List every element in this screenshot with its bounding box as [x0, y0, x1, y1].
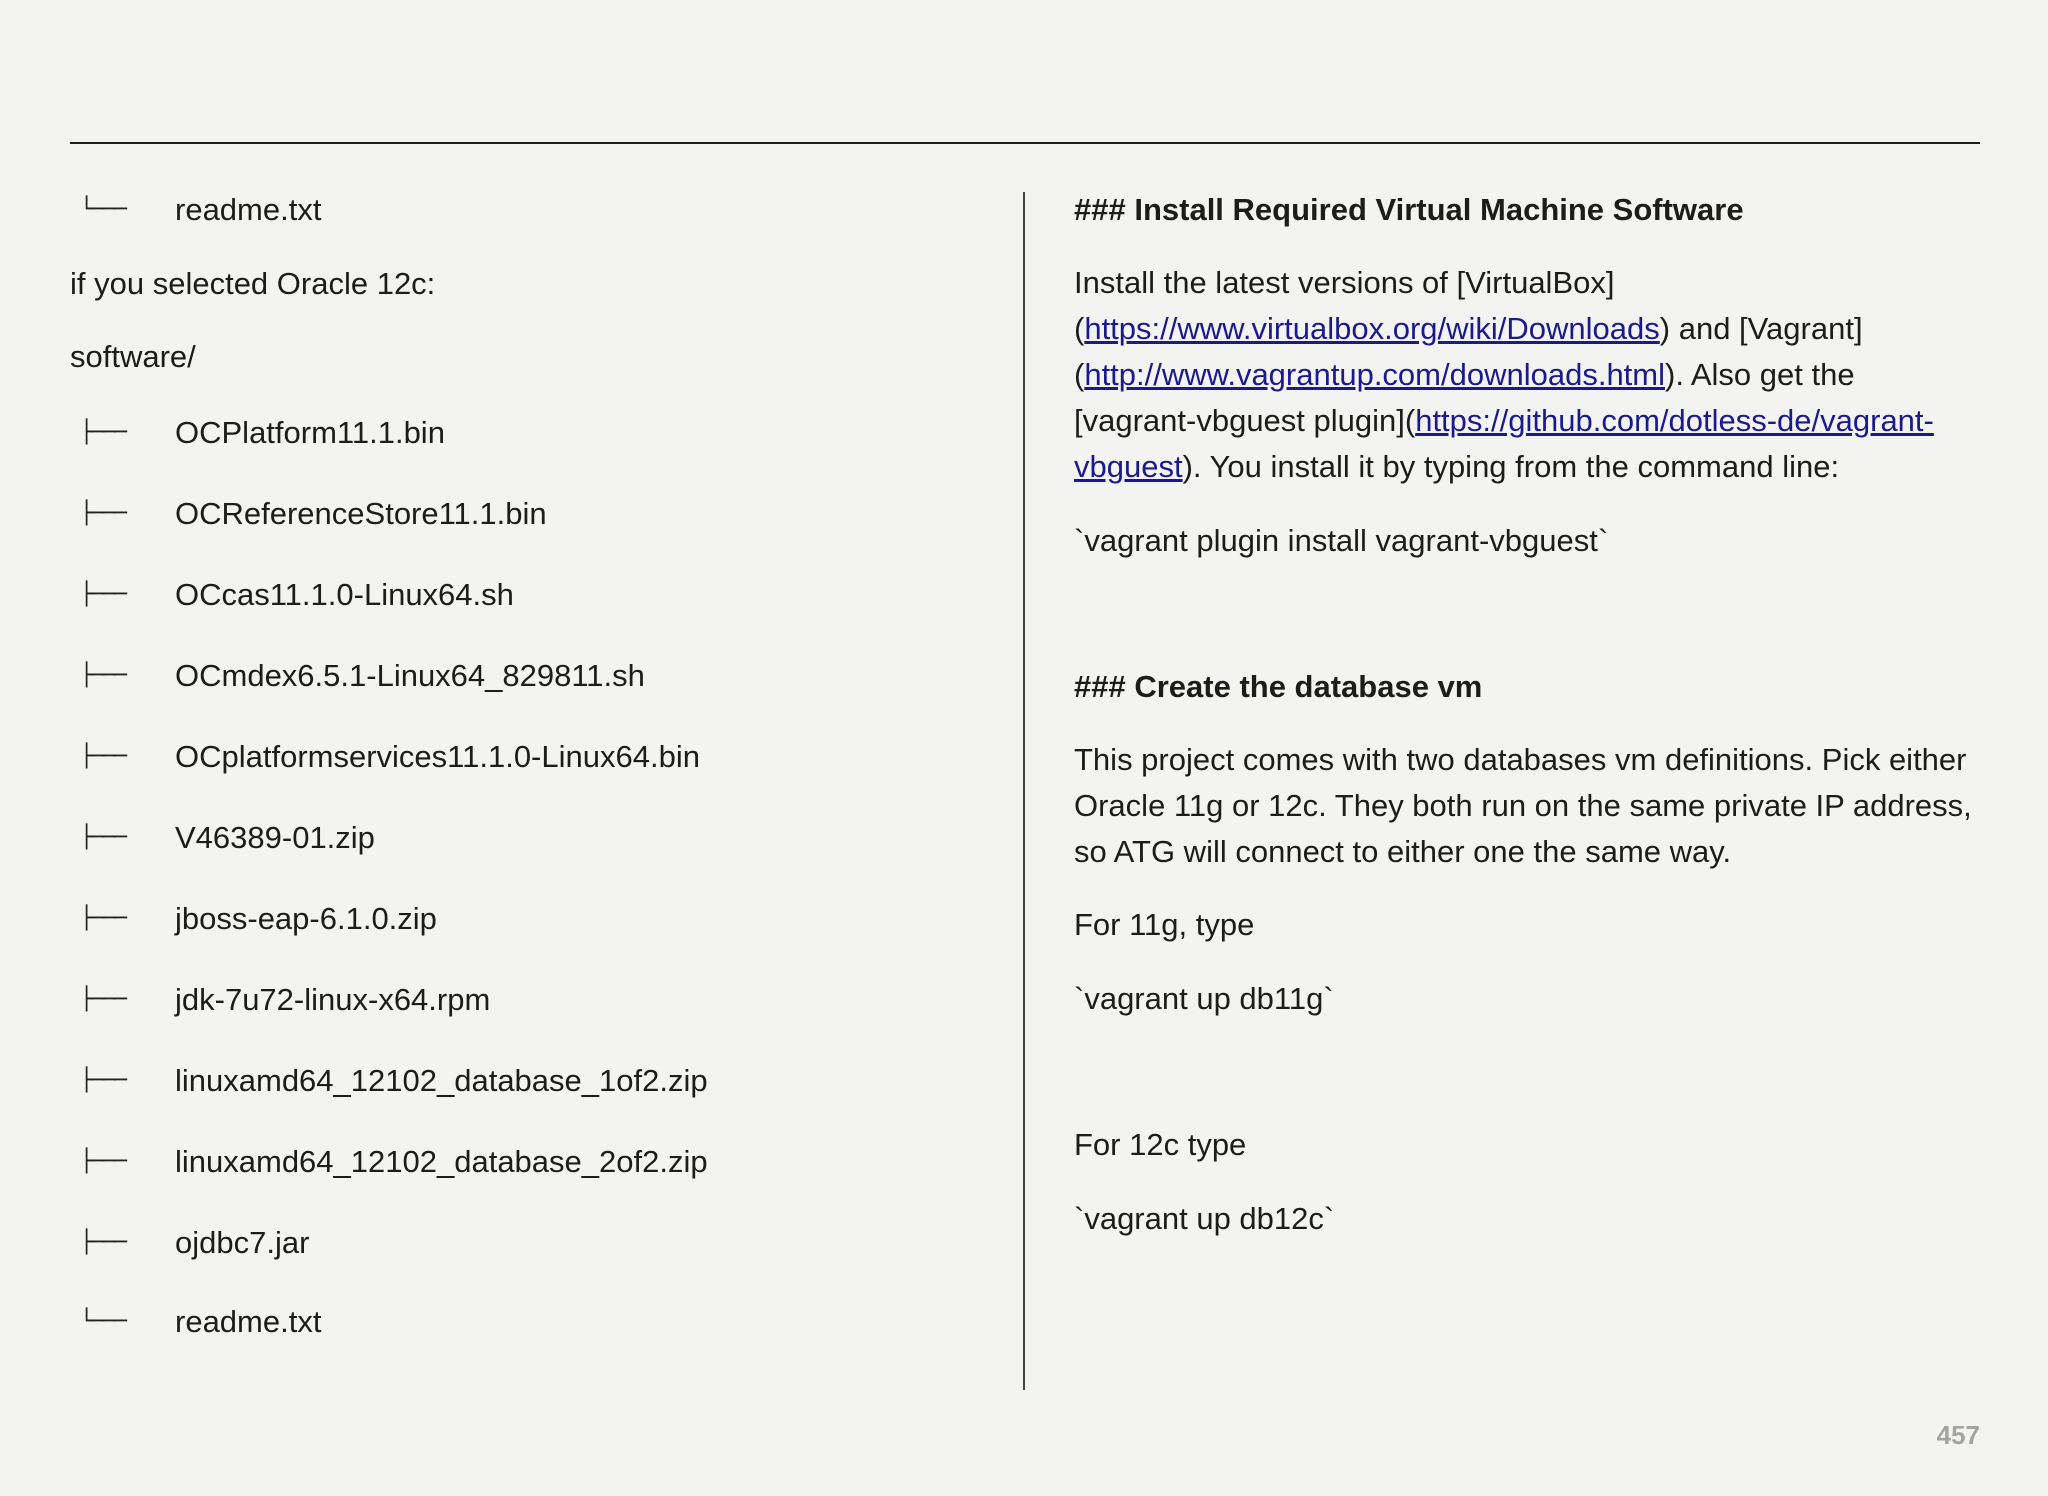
for-12c-label: For 12c type — [1074, 1127, 1247, 1162]
header-rule — [70, 142, 1980, 144]
tree-item — [80, 980, 490, 1020]
tree-branch: ├─── — [80, 744, 125, 769]
tree-branch: ├─── — [80, 501, 125, 526]
install-text-1: Install the latest versions of [VirtualBox]( — [1074, 265, 1615, 346]
install-text-2: ) and [Vagrant]( — [1074, 311, 1863, 392]
file-name: OCReferenceStore11.1.bin — [175, 496, 547, 531]
for-12c-command: `vagrant up db12c` — [1074, 1201, 1335, 1236]
tree-item — [80, 899, 437, 939]
for-11g-block — [1074, 902, 1984, 948]
column-divider — [1023, 192, 1025, 1390]
vagrant-link[interactable]: http://www.vagrantup.com/downloads.html — [1084, 357, 1666, 392]
tree-item-readme-top — [80, 190, 321, 230]
file-name: jboss-eap-6.1.0.zip — [175, 901, 437, 936]
tree-item — [80, 575, 514, 615]
tree-item — [80, 737, 700, 777]
create-heading-block — [1074, 667, 1984, 707]
install-command-block — [1074, 518, 1984, 564]
tree-branch: ├─── — [80, 420, 125, 445]
tree-branch: ├─── — [80, 825, 125, 850]
create-heading: ### Create the database vm — [1074, 669, 1483, 704]
for-11g-command: `vagrant up db11g` — [1074, 981, 1334, 1016]
install-heading-block — [1074, 190, 1984, 230]
file-name: jdk-7u72-linux-x64.rpm — [175, 982, 491, 1017]
tree-item — [80, 1223, 309, 1263]
tree-branch: ├─── — [80, 582, 125, 607]
file-name: readme.txt — [175, 1304, 322, 1339]
tree-item — [80, 1142, 708, 1182]
file-name: OCPlatform11.1.bin — [175, 415, 445, 450]
tree-branch: ├─── — [80, 1068, 125, 1093]
tree-item — [80, 656, 645, 696]
file-name: V46389-01.zip — [175, 820, 375, 855]
file-name: readme.txt — [175, 192, 322, 227]
for-11g-label: For 11g, type — [1074, 907, 1255, 942]
file-name: ojdbc7.jar — [175, 1225, 310, 1260]
tree-branch: ├─── — [80, 1149, 125, 1174]
tree-branch: └─── — [80, 197, 125, 222]
tree-item — [80, 1302, 321, 1342]
install-paragraph — [1074, 260, 1984, 490]
file-name: OCplatformservices11.1.0-Linux64.bin — [175, 739, 700, 774]
tree-branch: ├─── — [80, 987, 125, 1012]
file-name: linuxamd64_12102_database_2of2.zip — [175, 1144, 708, 1179]
tree-branch: ├─── — [80, 906, 125, 931]
tree-item — [80, 1061, 708, 1101]
tree-item — [80, 413, 445, 453]
virtualbox-link[interactable]: https://www.virtualbox.org/wiki/Downloads — [1084, 311, 1660, 346]
tree-branch: ├─── — [80, 663, 125, 688]
file-name: OCmdex6.5.1-Linux64_829811.sh — [175, 658, 645, 693]
vbguest-link[interactable]: https://github.com/dotless-de/vagrant-vbguest — [1074, 403, 1934, 484]
install-command: `vagrant plugin install vagrant-vbguest` — [1074, 523, 1609, 558]
tree-branch: └─── — [80, 1309, 125, 1334]
for-12c-block — [1074, 1122, 1984, 1168]
file-name: linuxamd64_12102_database_1of2.zip — [175, 1063, 708, 1098]
for-11g-cmd-block — [1074, 976, 1984, 1022]
create-paragraph: This project comes with two databases vm definitions. Pick either Oracle 11g or 12c. They both run on the same private IP address, so ATG will connect to either one the same way. — [1074, 742, 1972, 869]
tree-item — [80, 818, 375, 858]
software-dir: software/ — [70, 339, 196, 374]
tree-branch: ├─── — [80, 1230, 125, 1255]
install-text-3: ). Also get the [vagrant-vbguest plugin]( — [1074, 357, 1855, 438]
create-paragraph-block — [1074, 737, 1984, 875]
install-text-4: ). You install it by typing from the command line: — [1182, 449, 1840, 484]
oracle-note: if you selected Oracle 12c: — [70, 266, 436, 301]
tree-item — [80, 494, 547, 534]
install-heading: ### Install Required Virtual Machine Software — [1074, 192, 1744, 227]
page-number: 457 — [1936, 1420, 1980, 1450]
file-name: OCcas11.1.0-Linux64.sh — [175, 577, 514, 612]
for-12c-cmd-block — [1074, 1196, 1984, 1242]
